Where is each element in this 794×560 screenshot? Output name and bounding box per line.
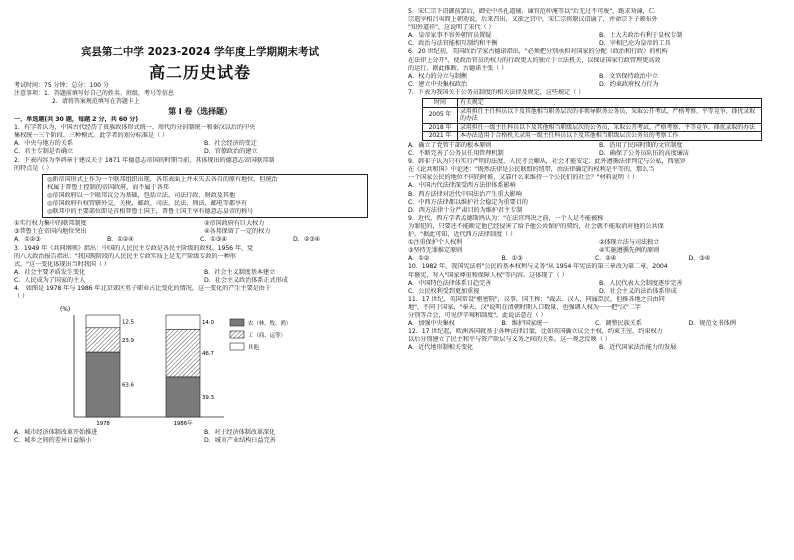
q11-text-2: 地"，不同于国家，"奉天、汉"说明在清朝时期人口数量，也强调人权为一一把"汉"二字 xyxy=(408,303,641,311)
q1-option-d[interactable]: D．官僚政治的建立 xyxy=(204,148,258,156)
table-head-cell: 有关规定 xyxy=(458,99,762,108)
legend-swatch xyxy=(230,343,244,350)
time-score: 考试时间：75 分钟；总分：100 分 xyxy=(14,82,109,89)
q5-option-a[interactable]: A．皇帝家事不容外朝官员置疑 xyxy=(408,32,492,40)
q12-options xyxy=(408,344,782,352)
stacked-bar-chart xyxy=(54,301,304,429)
q7-text: 7．下表为我国关于公务员制度的相关法律及规定，这些规定（ ） xyxy=(408,88,585,96)
q2-material-box xyxy=(42,174,368,218)
q2-box-line: ◎联邦中的主要部位即是首相普鲁士国王，普鲁士国王享有德意志皇帝的称号 xyxy=(47,208,254,216)
legend-entry: 农（林、牧、渔） xyxy=(248,321,292,328)
q7-option-a[interactable]: A．确立了党管干部的根本原则 xyxy=(408,142,492,149)
bar-segment xyxy=(86,328,120,352)
q10-option-b[interactable]: B．人民代表大会制度逐步完善 xyxy=(599,279,683,287)
left-column xyxy=(14,108,386,445)
q10-text-2: 年修宪，写入"国家尊重和保障人权"等内容。这体现了（ ） xyxy=(408,271,568,279)
q9-text-2: 为罪犯的，只要还不能断定他已经侵害了给予他公共保护的契约，社会就不能取消对他的公共保 xyxy=(408,222,664,230)
q6-text-3: 的运行。据此推断，古德诺主张（ ） xyxy=(408,64,508,72)
q2-box-line: ◎新帝国形式上作为一个联邦组织出现，各邦表面上并未失去各自的原有地位，但统治 xyxy=(47,175,278,183)
q6-option-b[interactable]: B．文官保持政治中立 xyxy=(599,72,658,80)
q6-option-a[interactable]: A．权力的分立与制衡 xyxy=(408,72,467,80)
data-label: 63.6 xyxy=(122,382,134,389)
q9-text-3: 护。"据此可知，近代西方法律制度（ ） xyxy=(408,231,517,239)
q2-box-line: 权属于普鲁士控制的帝国政府，而不属于各邦 xyxy=(47,183,169,191)
q5-option-b[interactable]: B．士大夫政治有利于皇权专制 xyxy=(599,32,683,40)
q11-options xyxy=(408,320,782,328)
q5-option-c[interactable]: C．政治与法官能相互制约和平衡 xyxy=(408,40,498,48)
table-header-row xyxy=(423,99,762,108)
q11-option-d[interactable]: D．规范文书体例 xyxy=(688,320,736,328)
q9-statement: ①注重保护个人权利 xyxy=(408,239,463,247)
q4-options xyxy=(14,429,386,445)
q5-option-d[interactable]: D．宰相已沦为皇帝的工具 xyxy=(599,40,671,48)
y-axis-label: (%) xyxy=(60,306,71,314)
q2-statement: ②帝国政府有巨大权力 xyxy=(204,220,265,228)
q7-options xyxy=(408,142,782,158)
x-tick-label: 1986年 xyxy=(173,421,193,428)
q7-option-b[interactable]: B．沿用了民国时期的文官制度 xyxy=(599,142,683,149)
q3-options xyxy=(14,269,386,285)
q10-text-1: 10．1982 年，我国宪法将"公民的基本权利与义务"从 1954 年宪法的第三章改为第二章。2004 xyxy=(408,263,668,271)
q9-choices xyxy=(408,255,782,263)
table-row xyxy=(423,123,762,132)
part-intro: 一、单选题(共 30 题，每题 2 分，共 60 分) xyxy=(14,116,139,124)
q9-text-1: 9．近代，西方学者孟德斯鸠认为："在法官判决之前，一个人是不能被称 xyxy=(408,214,604,222)
q3-option-b[interactable]: B．社会主义制度基本建立 xyxy=(204,268,276,276)
q12-option-a[interactable]: A．近代地形制相关变化 xyxy=(408,344,474,352)
q3-text-2: 的八大政治报告指出："我国现阶段的人民民主专政实质上是无产阶级专政的一种形 xyxy=(14,252,236,260)
q4-option-d[interactable]: D．城市产业结构日益完善 xyxy=(204,437,276,445)
legend-entry: 其他 xyxy=(248,345,259,352)
q7-option-d[interactable]: D．确保了公务员队伍的高度廉洁 xyxy=(599,150,689,158)
table-cell: 录用担任一级主任科员以下及其他相当职级层次的公务员，采取公开考试、严格考察、平等竞争、择优录取的办法 xyxy=(458,123,762,132)
q6-option-d[interactable]: D．约束政府权力行为 xyxy=(599,80,659,88)
q2-choices xyxy=(14,236,386,244)
table-cell: 录用担任主任科员以下及其他相当职务层次的非领导职务公务员，采取公开考试、严格考察、平等竞争、择优录取的办法 xyxy=(458,107,762,123)
q11-text-3: 分别等合会，可见伊辛辣和制度"。此说法意在（ ） xyxy=(408,311,547,319)
q3-option-c[interactable]: C．人民成为了国家的主人 xyxy=(14,276,86,284)
q8-option-a[interactable]: A．中国古代法律深受西方法律体系影响 xyxy=(408,182,516,190)
notes-line-2: 2．请将答案规范填写在答题卡上 xyxy=(52,98,140,105)
data-label: 12.5 xyxy=(122,319,134,326)
q5-text-2: 宗遣宰相吕夷简上朝劝说，后来召出，又欲之宫中，宋仁宗将原议诏谕了，并命宗下子颁布外 xyxy=(408,16,658,24)
q4-option-b[interactable]: B．对于经济体制改革深化 xyxy=(204,429,276,437)
table-head-cell: 时间 xyxy=(423,99,458,108)
q2-statement: ④各邦保留了一定的权力 xyxy=(204,228,271,236)
legend-swatch xyxy=(230,331,244,338)
bar-segment xyxy=(166,315,200,329)
q11-option-a[interactable]: A．加强中央集权 xyxy=(408,320,455,328)
q1-text-2: 集权统一三个阶段、三种模式。此学者的划分标准是（ ） xyxy=(14,132,169,140)
q7-table xyxy=(422,98,762,141)
q7-option-c[interactable]: C．不断完善了公务员任用管理机制 xyxy=(408,150,504,158)
q9-statement: ②体现立法与司法独立 xyxy=(599,239,660,247)
q2-statement: ③普鲁士在帝国内地位突出 xyxy=(14,228,87,236)
q2-text-1: 2．下表内容为李鸿章于建议关于 1871 年德意志帝国的时期当前，其体现出的德意志帝国联邦制 xyxy=(14,156,275,164)
q9-choice-b[interactable]: B．①③ xyxy=(501,255,523,263)
data-label: 46.7 xyxy=(202,351,214,358)
q1-option-c[interactable]: C．君主专制是否确立 xyxy=(14,148,74,156)
q4-chart xyxy=(54,301,304,429)
q2-box-line: ◎帝国政府以一个联邦议会为基础，包括立法、司法行政、财政及其他 xyxy=(47,191,235,199)
q8-text-3: 一个国家公民的地位不同的时候，又靠什么来维持一个公民们的社会？"材料说明（ ） xyxy=(408,174,638,182)
q10-option-c[interactable]: C．公民权利受到更加重视 xyxy=(408,287,480,295)
q10-option-a[interactable]: A．中国特色法律体系日趋完善 xyxy=(408,279,492,287)
bar-segment xyxy=(166,329,200,377)
table-row xyxy=(423,107,762,123)
q1-option-b[interactable]: B．社会经济的变迁 xyxy=(204,140,257,148)
q5-options xyxy=(408,32,782,48)
q2-choice-d[interactable]: D．②③④ xyxy=(293,236,321,244)
q8-option-c[interactable]: C．中西方法律都以维护社会稳定为重要目的 xyxy=(408,198,528,206)
bar-segment xyxy=(166,377,200,417)
q2-choice-b[interactable]: B．①②④ xyxy=(107,236,134,244)
q6-options xyxy=(408,73,782,89)
q6-text-2: 在法律上分开"，使政治官员的权力的行政更大的独立于立法机关，以保证国家行政管理更高效 xyxy=(408,56,661,64)
x-tick-label: 1978 xyxy=(96,421,110,428)
table-cell: 本办法适用于合格机关录用一级主任科员以下及其他相当职级层次公务员的考察工作 xyxy=(458,132,762,141)
table-row xyxy=(423,132,762,141)
data-label: 14.0 xyxy=(202,320,214,327)
legend-entry: 工（商、运等） xyxy=(248,333,286,340)
q5-text-1: 5．宋仁宗下诏御前罢后，御史中丞孔道辅、谏官范仲淹等以"后无过不可废"，跪求劝谏，仁 xyxy=(408,8,655,15)
q8-option-d[interactable]: D．西方法律十分严肃目的为维护君主专制 xyxy=(408,206,523,214)
q11-option-c[interactable]: C．调整民族关系 xyxy=(595,320,642,328)
q12-option-b[interactable]: B．近代国家法治能力的发展 xyxy=(599,344,677,352)
table-cell: 2018 年 xyxy=(423,123,458,132)
q8-option-b[interactable]: B．西方法律对近代中国法治产生重大影响 xyxy=(408,190,522,198)
table-cell: 2021 年 xyxy=(423,132,458,141)
q10-option-d[interactable]: D．社会主义的法治体系形成 xyxy=(599,287,677,295)
q9-choice-c[interactable]: C．②④ xyxy=(595,255,617,263)
q12-text-2: 以后分别建立了民主和平与资产阶层与义务之间的关系。这一观念反映（ ） xyxy=(408,336,611,344)
q2-statements xyxy=(14,220,386,236)
q3-text-1: 3．1949 年《共同纲领》指出：中国的人民民主专政是各民主阶级的政权。1956 年，党 xyxy=(14,244,254,252)
q8-text-2: 在《论共和国》中论述："既然法律是公民联盟的纽带，由法律确定的权利是平等的，那么当 xyxy=(408,166,655,174)
q4-option-c[interactable]: C．城乡之间的差异日益缩小 xyxy=(14,437,92,445)
q8-text-1: 9．韩非子认为只有实行严明的法度，人民才会顺从，社会才能安定；此外遵循法律判定与公私，西塞罗 xyxy=(408,158,686,166)
data-label: 23.9 xyxy=(122,338,134,345)
q2-text-2: 的特点是（ ） xyxy=(14,164,53,172)
q2-choice-c[interactable]: C．①③④ xyxy=(200,236,227,244)
q5-text-3: "知外道祥"，这说明了宋代（ ） xyxy=(408,24,495,32)
legend-swatch xyxy=(230,319,244,326)
school-title: 宾县第二中学 2023-2024 学年度上学期期末考试 xyxy=(80,46,320,58)
data-label: 39.3 xyxy=(202,395,214,402)
q4-text-1: 4． 如图是 1978 年与 1986 年北京郊区男子职业占比变化的情况。这一变化的产生主要是由于 xyxy=(14,284,271,292)
q1-option-a[interactable]: A．中央与地方的关系 xyxy=(14,140,73,148)
bar-segment xyxy=(86,315,120,328)
q1-text-1: 1．有学者认为，中国古代经历了贵族政体形式统一、周代的分封制统一和秦汉以后的中央 xyxy=(14,124,256,132)
q10-options xyxy=(408,280,782,296)
q2-statement: ①实行权力集中的联邦制度 xyxy=(14,220,87,228)
q11-text-1: 11．17 世纪，英国常设"枢密院"，议事，国王称："裁去、汉人，同属臣民，但推各地之自由同 xyxy=(408,295,665,303)
q6-option-c[interactable]: C．建立中央集权政治 xyxy=(408,80,468,88)
q3-option-d[interactable]: D．社会主义政治体系正式形成 xyxy=(204,276,288,284)
q2-box-line: ◎帝国政府有权管辖外交、关税、邮政、司法、民法、刑法、邮电等都享有 xyxy=(47,200,248,208)
q4-text-2: （ ） xyxy=(14,293,29,301)
q2-choice-a[interactable]: A．①②③ xyxy=(14,236,41,244)
table-cell: 2005 年 xyxy=(423,107,458,123)
q1-options xyxy=(14,140,386,156)
q9-choice-a[interactable]: A．①② xyxy=(408,255,430,263)
q9-statement: ④实施遵循先例的原则 xyxy=(599,247,660,255)
q12-text-1: 12．17 世纪起，欧洲各国就基于各种法律启蒙，比如英国确立议会主权，约束王室、约束权力 xyxy=(408,328,663,336)
q3-option-a[interactable]: A．社会主要矛盾发生变化 xyxy=(14,268,86,276)
q9-statements xyxy=(408,239,782,255)
bar-segment xyxy=(86,352,120,417)
q4-option-a[interactable]: A．城市经济体制改革开始推进 xyxy=(14,429,98,437)
q11-option-b[interactable]: B．维护国家统一 xyxy=(501,320,549,328)
subject-title: 高二历史试卷 xyxy=(148,63,251,82)
q6-text-1: 6．20 世纪初，美国政治学家古德诺指出，"必须把分別承担对国家的分配（政治和行政）的机构 xyxy=(408,48,668,56)
notes-line-1: 注意事项：1．答题前填写好自己的姓名、班级、考号等信息 xyxy=(14,90,174,97)
q9-statement: ③坚持无罪推定原则 xyxy=(408,247,463,255)
q9-choice-d[interactable]: D．③④ xyxy=(688,255,711,263)
q3-text-3: 式。"这一变化体现出当时我国（ ） xyxy=(14,260,110,268)
right-column xyxy=(408,8,782,352)
section-title: 第 I 卷（选择题） xyxy=(168,107,232,116)
